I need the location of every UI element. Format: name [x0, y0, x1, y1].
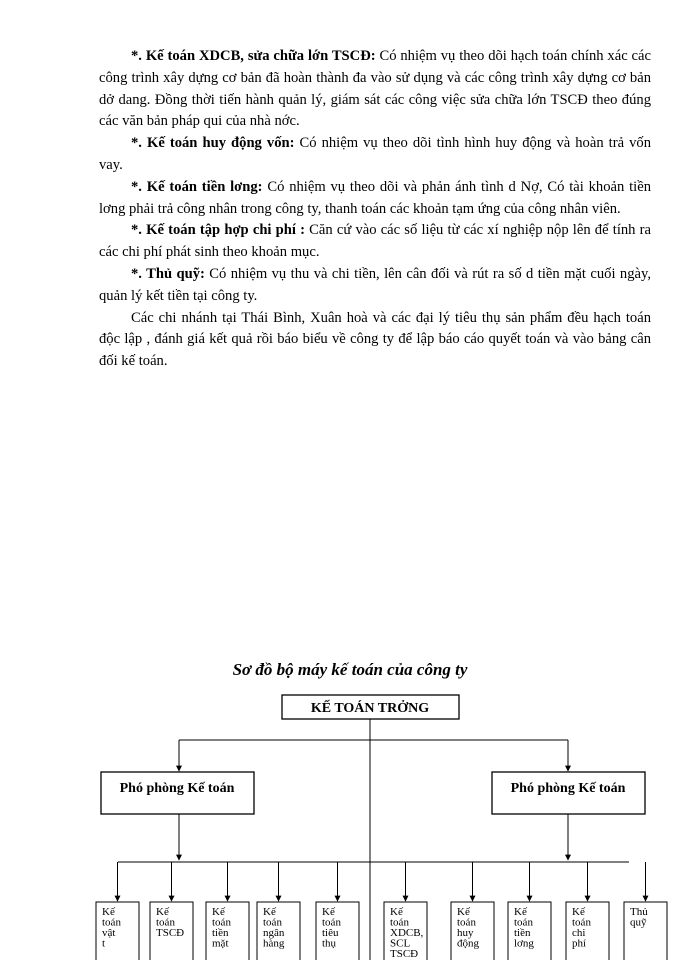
deputy-right-box: [492, 772, 645, 814]
ke-toan-chi-phi-label-line: chi: [572, 927, 586, 939]
paragraph-heading: *. Kế toán tiền lơng:: [131, 178, 263, 195]
paragraph-xdcb: [99, 46, 651, 133]
paragraph-thu-quy: [99, 264, 651, 308]
ke-toan-tien-mat-label-line: mặt: [212, 937, 229, 950]
paragraph-body: Các chi nhánh tại Thái Bình, Xuân hoà và các đại lý tiêu thụ sản phẩm đều hạch toán độc lập , đánh giá kết quả rồi báo biểu về công ty để lập báo cáo quyết toán và vào bảng cân đối kế toán.: [99, 309, 651, 370]
ke-toan-huy-dong-label-line: toán: [457, 916, 476, 929]
ke-toan-tien-luong-label-line: toán: [514, 916, 533, 929]
ke-toan-tscd-label-line: toán: [156, 916, 175, 929]
deputy-left-box: [101, 772, 254, 814]
paragraph-heading: *. Kế toán XDCB, sửa chữa lớn TSCĐ:: [131, 48, 376, 64]
ke-toan-tien-luong-label-line: Kế: [514, 906, 527, 918]
paragraph-body: Có nhiệm vụ theo dõi tình hình huy động và hoàn trả vốn vay.: [99, 135, 651, 173]
ke-toan-huy-dong-label-line: động: [457, 937, 479, 950]
paragraph-heading: *. Thủ quỹ:: [131, 265, 205, 282]
paragraph-body: Có nhiệm vụ theo dõi và phản ánh tình d Nợ, Có tài khoản tiền lơng phải trả công nhân trong công ty, thanh toán các khoản tạm ứng của công nhân viên.: [99, 178, 651, 217]
ke-toan-tien-mat-label-line: Kế: [212, 906, 225, 918]
org-chart-units: [96, 902, 667, 960]
org-chart-boxes: [101, 695, 645, 814]
paragraph-chi-phi: [99, 220, 651, 264]
ke-toan-tieu-thu-label-line: tiêu: [322, 927, 339, 939]
deputy-right-label: Phó phòng Kế toán: [510, 781, 626, 796]
ke-toan-tien-mat-label-line: toán: [212, 916, 231, 929]
ke-toan-tien-luong-box: [508, 902, 551, 960]
org-chart: [0, 680, 700, 960]
ke-toan-xdcb-label-line: SCL: [390, 937, 411, 950]
chief-accountant-box: [282, 695, 459, 719]
ke-toan-ngan-hang-label-line: toán: [263, 916, 282, 929]
paragraph-body: Có nhiệm vụ theo dõi hạch toán chính xác các công trình xây dựng cơ bản đã hoàn thành đa vào sử dụng và các công trình xây dựng cơ bản dở dang. Đồng thời tiến hành quản lý, giám sát các công việc sửa chữa lớn TSCĐ theo đúng các văn bản pháp qui của nhà nớc.: [99, 48, 651, 130]
paragraph-tien-luong: [99, 177, 651, 221]
ke-toan-xdcb-label-line: XDCB,: [390, 927, 424, 939]
ke-toan-ngan-hang-label-line: ngân: [263, 927, 285, 939]
ke-toan-tscd-label-line: TSCĐ: [156, 927, 185, 939]
paragraph-chi-nhanh: [99, 308, 651, 373]
ke-toan-chi-phi-label-line: toán: [572, 916, 591, 929]
paragraph-heading: *. Kế toán huy động vốn:: [131, 135, 295, 152]
ke-toan-tien-luong-label-line: lơng: [514, 937, 534, 950]
thu-quy-label-line: Thủ: [630, 906, 648, 918]
body-text: [99, 46, 651, 373]
ke-toan-chi-phi-box: [566, 902, 609, 960]
ke-toan-huy-dong-label-line: Kế: [457, 906, 470, 918]
ke-toan-vat-tu-label-line: vật: [102, 927, 116, 939]
ke-toan-huy-dong-box: [451, 902, 494, 960]
ke-toan-xdcb-label-line: Kế: [390, 906, 403, 918]
ke-toan-chi-phi-label-line: Kế: [572, 906, 585, 918]
ke-toan-vat-tu-label-line: t: [102, 937, 106, 950]
ke-toan-tieu-thu-box: [316, 902, 359, 960]
ke-toan-tien-mat-label-line: tiền: [212, 927, 229, 939]
thu-quy-label-line: quỹ: [630, 916, 647, 929]
ke-toan-vat-tu-label-line: toán: [102, 916, 121, 929]
ke-toan-vat-tu-label-line: Kế: [102, 906, 115, 918]
ke-toan-tieu-thu-label-line: toán: [322, 916, 341, 929]
ke-toan-tieu-thu-label-line: Kế: [322, 906, 335, 918]
thu-quy-box: [624, 902, 667, 960]
ke-toan-xdcb-box: [384, 902, 427, 960]
paragraph-body: Căn cứ vào các số liệu từ các xí nghiệp nộp lên để tính ra các chi phí phát sinh theo khoản mục.: [99, 222, 651, 261]
ke-toan-tscd-box: [150, 902, 193, 960]
ke-toan-huy-dong-label-line: huy: [457, 927, 474, 939]
chief-accountant-label: KẾ TOÁN TRỞNG: [310, 701, 430, 716]
paragraph-huy-dong-von: [99, 133, 651, 177]
deputy-left-label: Phó phòng Kế toán: [119, 781, 235, 796]
ke-toan-ngan-hang-label-line: Kế: [263, 906, 276, 918]
ke-toan-tieu-thu-label-line: thụ: [322, 937, 337, 950]
ke-toan-tien-luong-label-line: tiền: [514, 927, 531, 939]
ke-toan-tscd-label-line: Kế: [156, 906, 169, 918]
ke-toan-vat-tu-box: [96, 902, 139, 960]
paragraph-body: Có nhiệm vụ thu và chi tiền, lên cân đối và rút ra số d tiền mặt cuối ngày, quản lý kết tiền tại công ty.: [99, 265, 651, 304]
ke-toan-xdcb-label-line: toán: [390, 916, 409, 929]
ke-toan-tien-mat-box: [206, 902, 249, 960]
ke-toan-ngan-hang-label-line: hàng: [263, 937, 285, 950]
ke-toan-ngan-hang-box: [257, 902, 300, 960]
org-chart-title: Sơ đồ bộ máy kế toán của công ty: [232, 660, 468, 679]
ke-toan-xdcb-label-line: TSCĐ: [390, 948, 419, 960]
ke-toan-chi-phi-label-line: phí: [572, 937, 587, 950]
paragraph-heading: *. Kế toán tập hợp chi phí :: [131, 222, 305, 239]
